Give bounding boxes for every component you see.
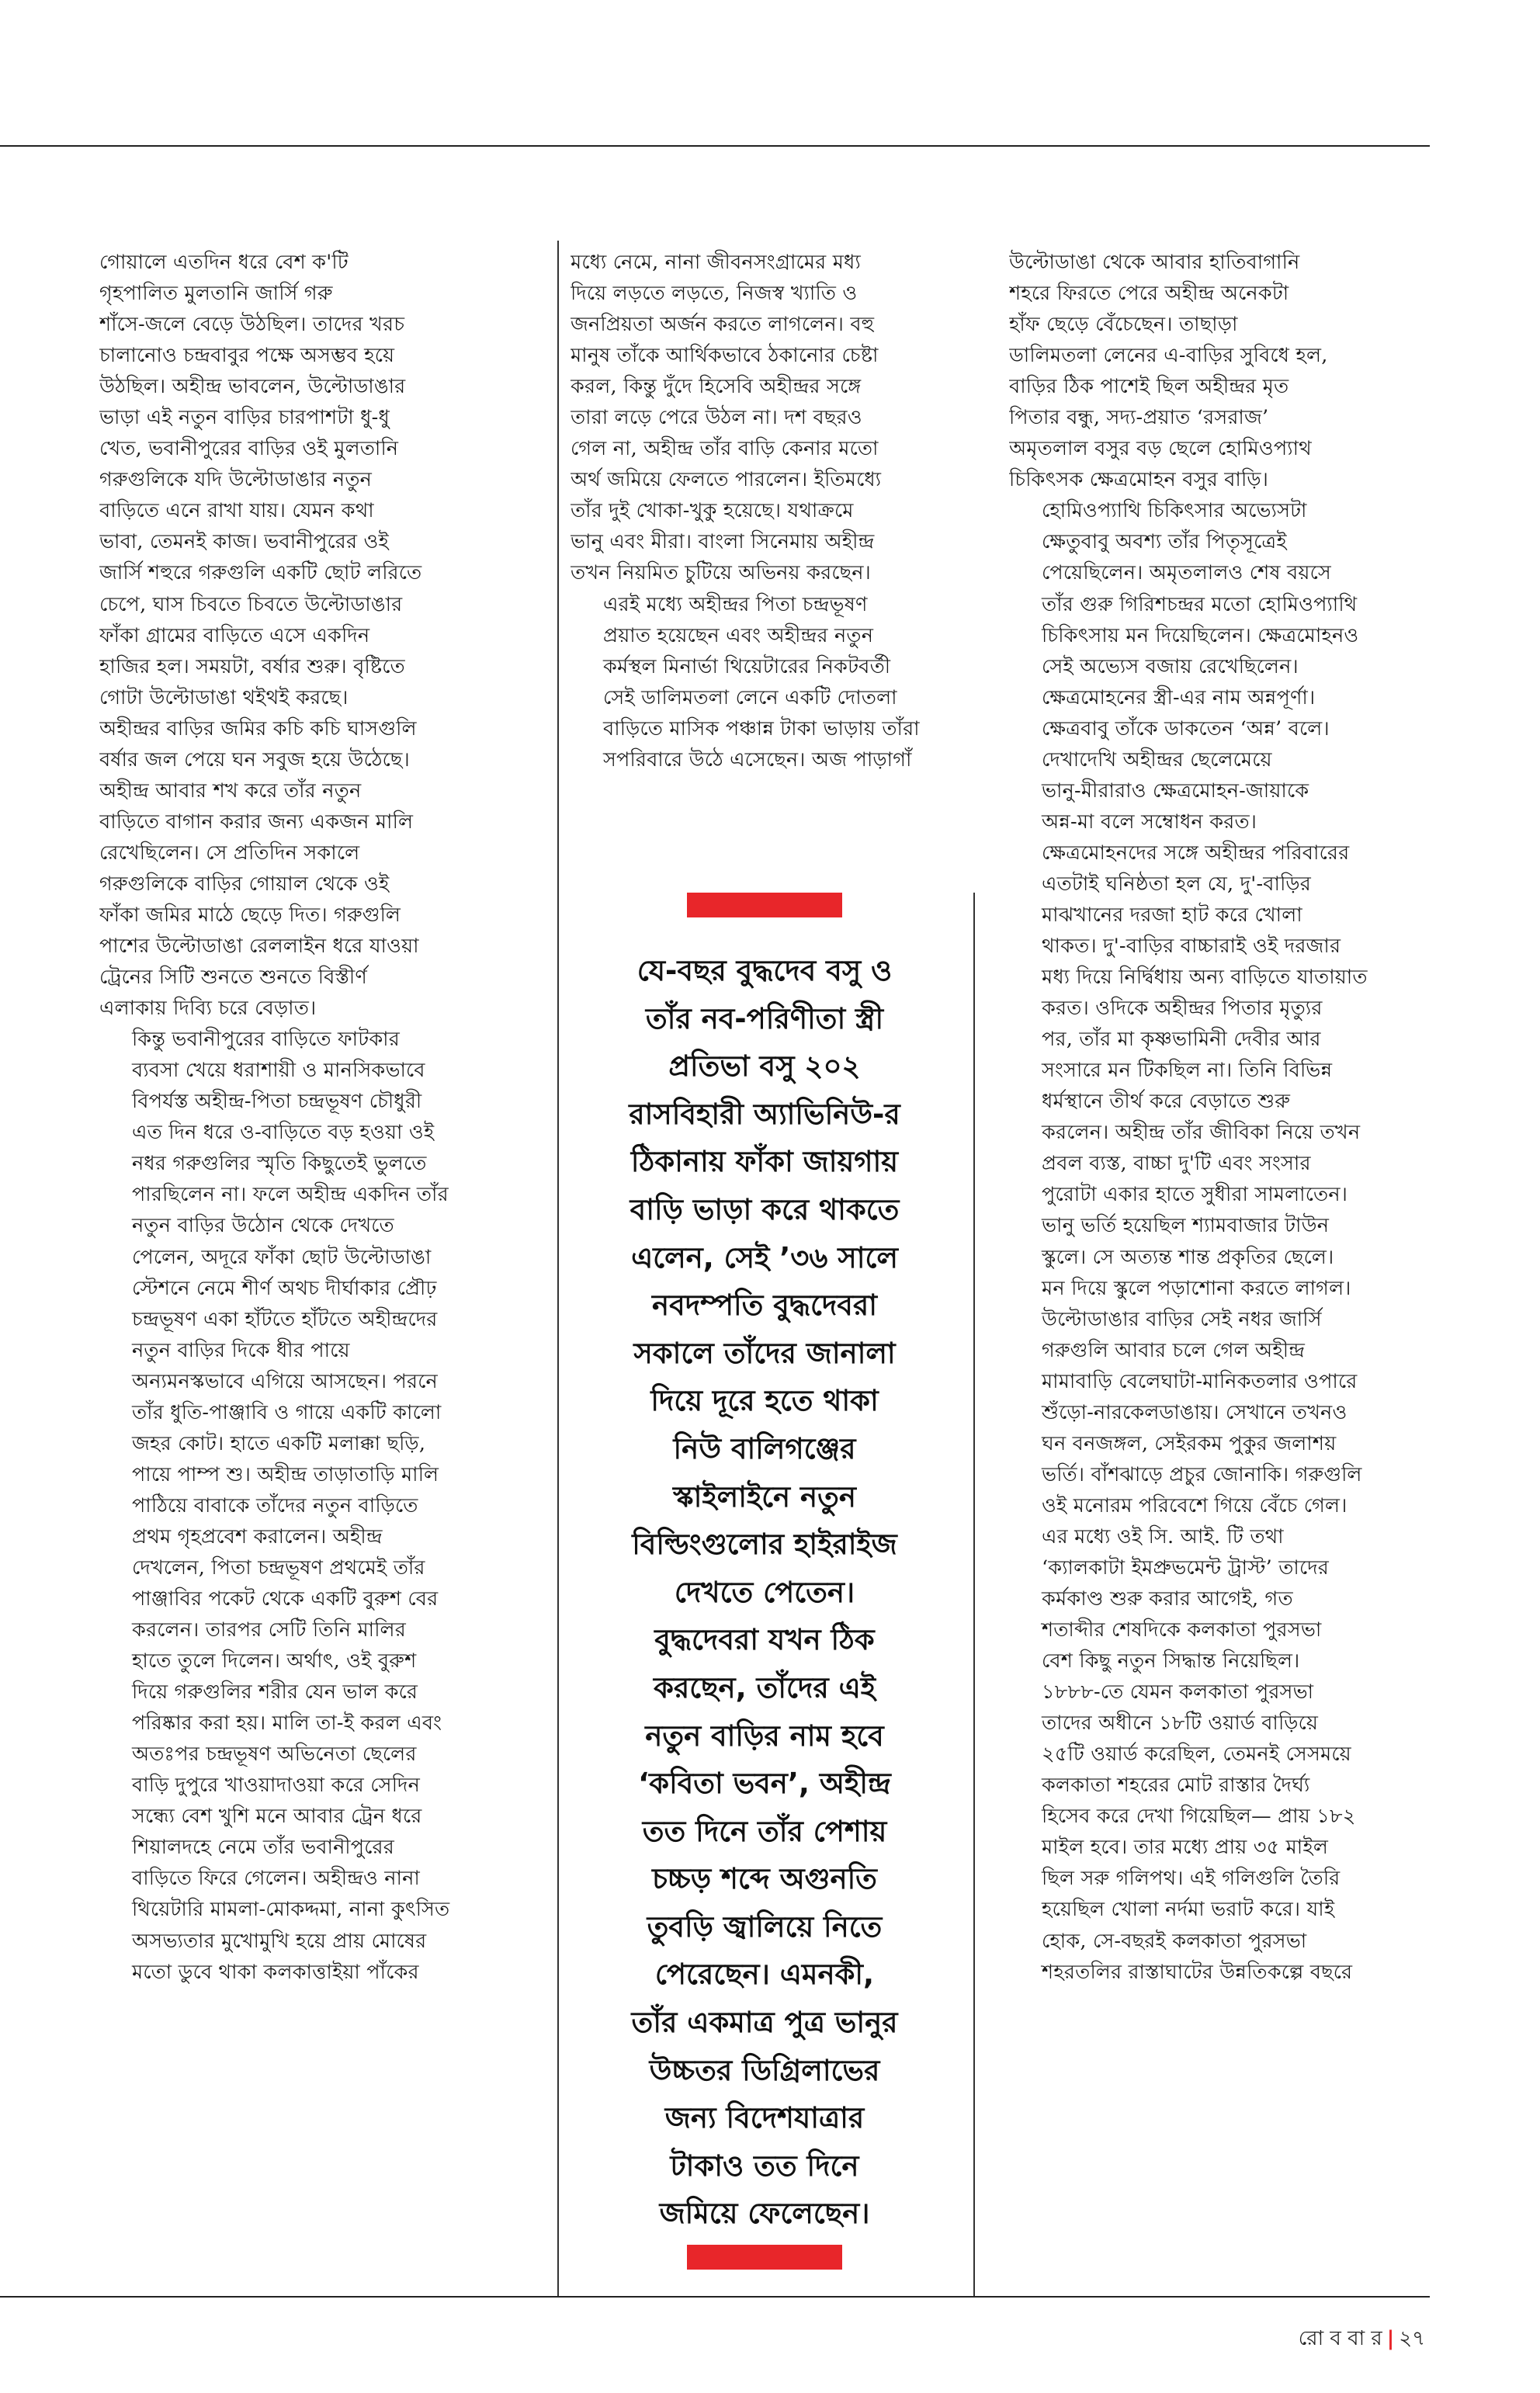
text-line: ক্ষেত্রমোহনের স্ত্রী-এর নাম অন্নপূর্ণা। (1042, 685, 1316, 709)
pullquote-top-bar (687, 893, 842, 917)
text-line: বর্ষার জল পেয়ে ঘন সবুজ হয়ে উঠেছে। (99, 747, 410, 772)
article-column-3 (1009, 247, 1428, 1988)
text-line: বাড়ি দুপুরে খাওয়াদাওয়া করে সেদিন (132, 1774, 421, 1798)
pullquote-line: তাঁর নব-পরিণীতা স্ত্রী (645, 1001, 884, 1035)
text-line: ধর্মস্থানে তীর্থ করে বেড়াতে শুরু (1042, 1090, 1291, 1114)
text-line: মাঝখানের দরজা হাট করে খোলা (1042, 903, 1302, 927)
text-line: চিকিৎসায় মন দিয়েছিলেন। ক্ষেত্রমোহনও (1042, 623, 1359, 647)
text-line: থাকত। দু'-বাড়ির বাচ্চারাই ওই দরজার (1042, 935, 1341, 959)
pullquote-line: নবদম্পতি বুদ্ধদেবরা (652, 1288, 877, 1323)
text-line: দেখলেন, পিতা চন্দ্রভূষণ প্রথমেই তাঁর (132, 1555, 425, 1580)
text-line: জার্সি শহুরে গরুগুলি একটি ছোট লরিতে (99, 561, 422, 585)
text-line: অহীন্দ্রর বাড়ির জমির কচি কচি ঘাসগুলি (99, 716, 417, 740)
pullquote-line: রাসবিহারী অ্যাভিনিউ-র (629, 1097, 900, 1131)
text-line: পায়ে পাম্প শু। অহীন্দ্র তাড়াতাড়ি মালি (132, 1462, 439, 1486)
text-line: প্রবল ব্যস্ত, বাচ্চা দু'টি এবং সংসার (1042, 1152, 1311, 1176)
text-line: ট্রেনের সিটি শুনতে শুনতে বিস্তীর্ণ (99, 966, 367, 990)
text-line: বাড়িতে এনে রাখা যায়। যেমন কথা (99, 499, 374, 523)
text-line: গোয়ালে এতদিন ধরে বেশ ক'টি (99, 251, 349, 274)
text-line: ক্ষেত্রমোহনদের সঙ্গে অহীন্দ্রর পরিবারের (1042, 841, 1350, 865)
pullquote-line: করছেন, তাঁদের এই (654, 1670, 876, 1705)
text-line: শহরতলির রাস্তাঘাটের উন্নতিকল্পে বছরে (1042, 1960, 1353, 1984)
text-line: এরই মধ্যে অহীন্দ্রর পিতা চন্দ্রভূষণ (603, 592, 868, 616)
text-line: শুঁড়ো-নারকেলডাঙায়। সেখানে তখনও (1042, 1400, 1348, 1424)
pullquote-line: তত দিনে তাঁর পেশায় (642, 1814, 887, 1848)
text-line: চিকিৎসক ক্ষেত্রমোহন বসুর বাড়ি। (1009, 468, 1269, 492)
text-line: ভানু-মীরারাও ক্ষেত্রমোহন-জায়াকে (1042, 779, 1309, 803)
text-line: ভানু এবং মীরা। বাংলা সিনেমায় অহীন্দ্র (571, 530, 875, 554)
text-line: হাতে তুলে দিলেন। অর্থাৎ, ওই বুরুশ (132, 1649, 417, 1673)
pullquote-line: জমিয়ে ফেলেছেন। (659, 2197, 870, 2231)
pullquote-line: দেখতে পেতেন। (674, 1575, 855, 1609)
text-line: গরুগুলিকে যদি উল্টোডাঙার নতুন (99, 468, 373, 492)
page-footer (1299, 2322, 1425, 2357)
text-line: জনপ্রিয়তা অর্জন করতে লাগলেন। বহু (571, 313, 875, 337)
text-line: সেই ডালিমতলা লেনে একটি দোতলা (603, 685, 897, 709)
text-line: এতটাই ঘনিষ্ঠতা হল যে, দু'-বাড়ির (1042, 872, 1311, 896)
text-line: তাঁর দুই খোকা-খুকু হয়েছে। যথাক্রমে (571, 499, 854, 523)
text-line: ফাঁকা জমির মাঠে ছেড়ে দিত। গরুগুলি (99, 903, 401, 927)
text-line: পর, তাঁর মা কৃষ্ণভামিনী দেবীর আর (1042, 1028, 1321, 1052)
text-line: ২৫টি ওয়ার্ড করেছিল, তেমনই সেসময়ে (1042, 1743, 1351, 1767)
text-line: মধ্য দিয়ে নির্দ্বিধায় অন্য বাড়িতে যাতায়াত (1042, 966, 1368, 990)
pullquote-line: দিয়ে দূরে হতে থাকা (650, 1384, 879, 1418)
paragraph (571, 247, 959, 589)
pullquote-line: তুবড়ি জ্বালিয়ে নিতে (647, 1909, 883, 1944)
text-line: এলাকায় দিব্যি চরে বেড়াত। (99, 997, 317, 1021)
text-line: ১৮৮৮-তে যেমন কলকাতা পুরসভা (1042, 1680, 1314, 1705)
text-line: ব্যবসা খেয়ে ধরাশায়ী ও মানসিকভাবে (132, 1059, 425, 1083)
text-line: ফাঁকা গ্রামের বাড়িতে এসে একদিন (99, 623, 370, 647)
pullquote-line: বিল্ডিংগুলোর হাইরাইজ (632, 1528, 897, 1562)
text-line: মানুষ তাঁকে আর্থিকভাবে ঠকানোর চেষ্টা (571, 344, 879, 368)
text-line: সন্ধ্যে বেশ খুশি মনে আবার ট্রেন ধরে (132, 1805, 422, 1829)
pullquote-line: চচ্চড় শব্দে অগুনতি (652, 1862, 877, 1896)
column-divider-left (557, 241, 559, 2296)
pullquote-line: স্কাইলাইনে নতুন (673, 1479, 856, 1514)
pullquote-line: যে-বছর বুদ্ধদেব বসু ও (636, 954, 893, 987)
paragraph (99, 1024, 534, 1987)
text-line: স্টেশনে নেমে শীর্ণ অথচ দীর্ঘাকার প্রৌঢ় (132, 1276, 437, 1300)
text-line: মামাবাড়ি বেলেঘাটা-মানিকতলার ওপারে (1042, 1369, 1358, 1393)
text-line: এত দিন ধরে ও-বাড়িতে বড় হওয়া ওই (132, 1121, 435, 1145)
text-line: নতুন বাড়ির দিকে ধীর পায়ে (132, 1338, 350, 1362)
text-line: হাঁফ ছেড়ে বেঁচেছেন। তাছাড়া (1009, 313, 1238, 337)
paragraph (99, 247, 534, 1024)
pullquote-line: তাঁর একমাত্র পুত্র ভানুর (631, 2006, 898, 2040)
text-line: সংসারে মন টিকছিল না। তিনি বিভিন্ন (1042, 1059, 1333, 1083)
text-line: কর্মস্থল মিনার্ভা থিয়েটারের নিকটবর্তী (603, 654, 891, 678)
text-line: হোক, সে-বছরই কলকাতা পুরসভা (1042, 1929, 1307, 1953)
text-line: গোটা উল্টোডাঙা থইথই করছে। (99, 685, 349, 709)
text-line: ছিল সরু গলিপথ। এই গলিগুলি তৈরি (1042, 1867, 1341, 1891)
text-line: ক্ষেত্রবাবু তাঁকে ডাকতেন ‘অন্ন’ বলে। (1042, 716, 1330, 740)
text-line: মতো ডুবে থাকা কলকাত্তাইয়া পাঁকের (132, 1960, 419, 1984)
article-column-2 (571, 247, 959, 775)
pullquote-line: বুদ্ধদেবরা যখন ঠিক (654, 1623, 875, 1657)
pullquote-line: ‘কবিতা ভবন’, অহীন্দ্র (638, 1767, 891, 1801)
pullquote (590, 947, 939, 2238)
text-line: পরিষ্কার করা হয়। মালি তা-ই করল এবং (132, 1712, 442, 1736)
text-line: ভাবা, তেমনই কাজ। ভবানীপুরের ওই (99, 530, 389, 554)
text-line: প্রয়াত হয়েছেন এবং অহীন্দ্রর নতুন (603, 623, 874, 647)
text-line: চন্দ্রভূষণ একা হাঁটতে হাঁটতে অহীন্দ্রদের (132, 1307, 438, 1331)
text-line: হোমিওপ্যাথি চিকিৎসার অভ্যেসটা (1042, 499, 1307, 523)
text-line: দিয়ে লড়তে লড়তে, নিজস্ব খ্যাতি ও (571, 282, 858, 306)
pullquote-line: বাড়ি ভাড়া করে থাকতে (630, 1192, 900, 1226)
text-line: রেখেছিলেন। সে প্রতিদিন সকালে (99, 841, 360, 865)
text-line: হাজির হল। সময়টা, বর্ষার শুরু। বৃষ্টিতে (99, 654, 405, 678)
text-line: গরুগুলিকে বাড়ির গোয়াল থেকে ওই (99, 872, 390, 896)
footer-separator: | (1386, 2327, 1395, 2350)
text-line: তখন নিয়মিত চুটিয়ে অভিনয় করছেন। (571, 561, 871, 585)
text-line: ভর্তি। বাঁশঝাড়ে প্রচুর জোনাকি। গরুগুলি (1042, 1462, 1362, 1486)
text-line: তারা লড়ে পেরে উঠল না। দশ বছরও (571, 406, 862, 430)
text-line: অন্যমনস্কভাবে এগিয়ে আসছেন। পরনে (132, 1369, 438, 1393)
text-line: করলেন। তারপর সেটি তিনি মালির (132, 1618, 406, 1642)
text-line: পাঠিয়ে বাবাকে তাঁদের নতুন বাড়িতে (132, 1493, 418, 1517)
text-line: বাড়িতে মাসিক পঞ্চান্ন টাকা ভাড়ায় তাঁরা (603, 716, 920, 740)
pullquote-bottom-bar (687, 2245, 842, 2270)
paragraph (1009, 1521, 1428, 1988)
text-line: বাড়ির ঠিক পাশেই ছিল অহীন্দ্রর মৃত (1009, 375, 1289, 399)
paragraph (1009, 247, 1428, 495)
text-line: অমৃতলাল বসুর বড় ছেলে হোমিওপ্যাথ (1009, 437, 1312, 461)
pullquote-line: টাকাও তত দিনে (670, 2148, 859, 2183)
text-line: করল, কিন্তু দুঁদে হিসেবি অহীন্দ্রর সঙ্গে (571, 375, 862, 399)
text-line: ওই মনোরম পরিবেশে গিয়ে বেঁচে গেল। (1042, 1493, 1348, 1517)
text-line: মাইল হবে। তার মধ্যে প্রায় ৩৫ মাইল (1042, 1836, 1329, 1860)
text-line: শিয়ালদহে নেমে তাঁর ভবানীপুরের (132, 1836, 394, 1860)
text-line: এর মধ্যে ওই সি. আই. টি তথা (1042, 1524, 1284, 1549)
text-line: উঠছিল। অহীন্দ্র ভাবলেন, উল্টোডাঙার (99, 375, 406, 399)
text-line: সেই অভ্যেস বজায় রেখেছিলেন। (1042, 654, 1299, 678)
column-divider-right (973, 893, 975, 2296)
text-line: চালানোও চন্দ্রবাবুর পক্ষে অসম্ভব হয়ে (99, 344, 395, 368)
text-line: উল্টোডাঙার বাড়ির সেই নধর জার্সি (1042, 1307, 1322, 1331)
text-line: অন্ন-মা বলে সম্বোধন করত। (1042, 810, 1257, 834)
text-line: অর্থ জমিয়ে ফেলতে পারলেন। ইতিমধ্যে (571, 468, 882, 492)
page-number: ২৭ (1399, 2327, 1425, 2350)
pullquote-line: প্রতিভা বসু ২০২ (668, 1049, 861, 1084)
text-line: গরুগুলি আবার চলে গেল অহীন্দ্র (1042, 1338, 1306, 1362)
paragraph (1009, 495, 1428, 1521)
magazine-name: রো ব বা র (1298, 2327, 1382, 2350)
text-line: হিসেব করে দেখা গিয়েছিল— প্রায় ১৮২ (1042, 1805, 1356, 1829)
text-line: তাদের অধীনে ১৮টি ওয়ার্ড বাড়িয়ে (1042, 1712, 1319, 1736)
text-line: অতঃপর চন্দ্রভূষণ অভিনেতা ছেলের (132, 1743, 417, 1767)
text-line: করলেন। অহীন্দ্র তাঁর জীবিকা নিয়ে তখন (1042, 1121, 1361, 1145)
paragraph (571, 589, 959, 775)
text-line: কর্মকাণ্ড শুরু করার আগেই, গত (1042, 1587, 1293, 1611)
text-line: নধর গরুগুলির স্মৃতি কিছুতেই ভুলতে (132, 1152, 427, 1176)
text-line: স্কুলে। সে অত্যন্ত শান্ত প্রকৃতির ছেলে। (1042, 1245, 1334, 1269)
text-line: শাঁসে-জলে বেড়ে উঠছিল। তাদের খরচ (99, 313, 405, 337)
pullquote-line: উচ্চতর ডিগ্রিলাভের (649, 2053, 880, 2087)
text-line: ভাড়া এই নতুন বাড়ির চারপাশটা ধু-ধু (99, 406, 390, 430)
text-line: বেশ কিছু নতুন সিদ্ধান্ত নিয়েছিল। (1042, 1649, 1300, 1673)
text-line: থিয়েটারি মামলা-মোকদ্দমা, নানা কুৎসিত (132, 1898, 450, 1922)
text-line: পেলেন, অদূরে ফাঁকা ছোট উল্টোডাঙা (132, 1245, 432, 1269)
text-line: পুরোটা একার হাতে সুধীরা সামলাতেন। (1042, 1183, 1348, 1207)
text-line: দেখাদেখি অহীন্দ্রর ছেলেমেয়ে (1042, 747, 1272, 772)
text-line: বাড়িতে ফিরে গেলেন। অহীন্দ্রও নানা (132, 1867, 420, 1891)
text-line: অহীন্দ্র আবার শখ করে তাঁর নতুন (99, 779, 362, 803)
text-line: গেল না, অহীন্দ্র তাঁর বাড়ি কেনার মতো (571, 437, 879, 461)
text-line: পিতার বন্ধু, সদ্য-প্রয়াত ‘রসরাজ’ (1009, 406, 1269, 430)
text-line: বিপর্যস্ত অহীন্দ্র-পিতা চন্দ্রভূষণ চৌধুরী (132, 1090, 422, 1114)
text-line: ক্ষেতুবাবু অবশ্য তাঁর পিতৃসূত্রেই (1042, 530, 1287, 554)
text-line: পাঞ্জাবির পকেট থেকে একটি বুরুশ বের (132, 1587, 439, 1611)
text-line: জহর কোট। হাতে একটি মলাক্কা ছড়ি, (132, 1431, 426, 1455)
text-line: ডালিমতলা লেনের এ-বাড়ির সুবিধে হল, (1009, 344, 1328, 368)
text-line: পারছিলেন না। ফলে অহীন্দ্র একদিন তাঁর (132, 1183, 449, 1207)
text-line: পেয়েছিলেন। অমৃতলালও শেষ বয়সে (1042, 561, 1331, 585)
pullquote-line: পেরেছেন। এমনকী, (654, 1958, 875, 1992)
pullquote-line: জন্য বিদেশযাত্রার (664, 2101, 865, 2135)
pullquote-line: নিউ বালিগঞ্জের (673, 1431, 856, 1465)
text-line: গৃহপালিত মুলতানি জার্সি গরু (99, 282, 333, 306)
text-line: নতুন বাড়ির উঠোন থেকে দেখতে (132, 1214, 394, 1238)
bottom-rule (0, 2296, 1430, 2298)
text-line: বাড়িতে বাগান করার জন্য একজন মালি (99, 810, 414, 834)
text-line: উল্টোডাঙা থেকে আবার হাতিবাগানি (1009, 251, 1300, 274)
text-line: অসভ্যতার মুখোমুখি হয়ে প্রায় মোষের (132, 1929, 427, 1953)
text-line: হয়েছিল খোলা নর্দমা ভরাট করে। যাই (1042, 1898, 1335, 1922)
text-line: কলকাতা শহরের মোট রাস্তার দৈর্ঘ্য (1042, 1774, 1310, 1798)
text-line: শহরে ফিরতে পেরে অহীন্দ্র অনেকটা (1009, 282, 1289, 306)
text-line: ঘন বনজঙ্গল, সেইরকম পুকুর জলাশয় (1042, 1431, 1337, 1455)
text-line: করত। ওদিকে অহীন্দ্রর পিতার মৃত্যুর (1042, 997, 1323, 1021)
text-line: তাঁর ধুতি-পাঞ্জাবি ও গায়ে একটি কালো (132, 1400, 442, 1424)
top-rule (0, 145, 1430, 147)
text-line: কিন্তু ভবানীপুরের বাড়িতে ফাটকার (132, 1028, 400, 1052)
article-column-1 (99, 247, 534, 1988)
pullquote-line: ঠিকানায় ফাঁকা জায়গায় (630, 1145, 899, 1179)
text-line: খেত, ভবানীপুরের বাড়ির ওই মুলতানি (99, 437, 399, 461)
text-line: সপরিবারে উঠে এসেছেন। অজ পাড়াগাঁ (603, 747, 912, 772)
pullquote-line: নতুন বাড়ির নাম হবে (645, 1718, 884, 1753)
text-line: শতাব্দীর শেষদিকে কলকাতা পুরসভা (1042, 1618, 1322, 1642)
text-line: চেপে, ঘাস চিবতে চিবতে উল্টোডাঙার (99, 592, 403, 616)
text-line: ‘ক্যালকাটা ইমপ্রুভমেন্ট ট্রাস্ট’ তাদের (1042, 1555, 1330, 1580)
text-line: ভানু ভর্তি হয়েছিল শ্যামবাজার টাউন (1042, 1214, 1330, 1238)
pullquote-line: সকালে তাঁদের জানালা (633, 1336, 896, 1370)
text-line: তাঁর গুরু গিরিশচন্দ্রর মতো হোমিওপ্যাথি (1042, 592, 1358, 616)
pullquote-line: এলেন, সেই ’৩৬ সালে (631, 1240, 898, 1275)
text-line: প্রথম গৃহপ্রবেশ করালেন। অহীন্দ্র (132, 1524, 383, 1549)
text-line: মধ্যে নেমে, নানা জীবনসংগ্রামের মধ্য (571, 251, 861, 274)
text-line: পাশের উল্টোডাঙা রেললাইন ধরে যাওয়া (99, 935, 419, 959)
text-line: মন দিয়ে স্কুলে পড়াশোনা করতে লাগল। (1042, 1276, 1351, 1300)
text-line: দিয়ে গরুগুলির শরীর যেন ভাল করে (132, 1680, 418, 1705)
